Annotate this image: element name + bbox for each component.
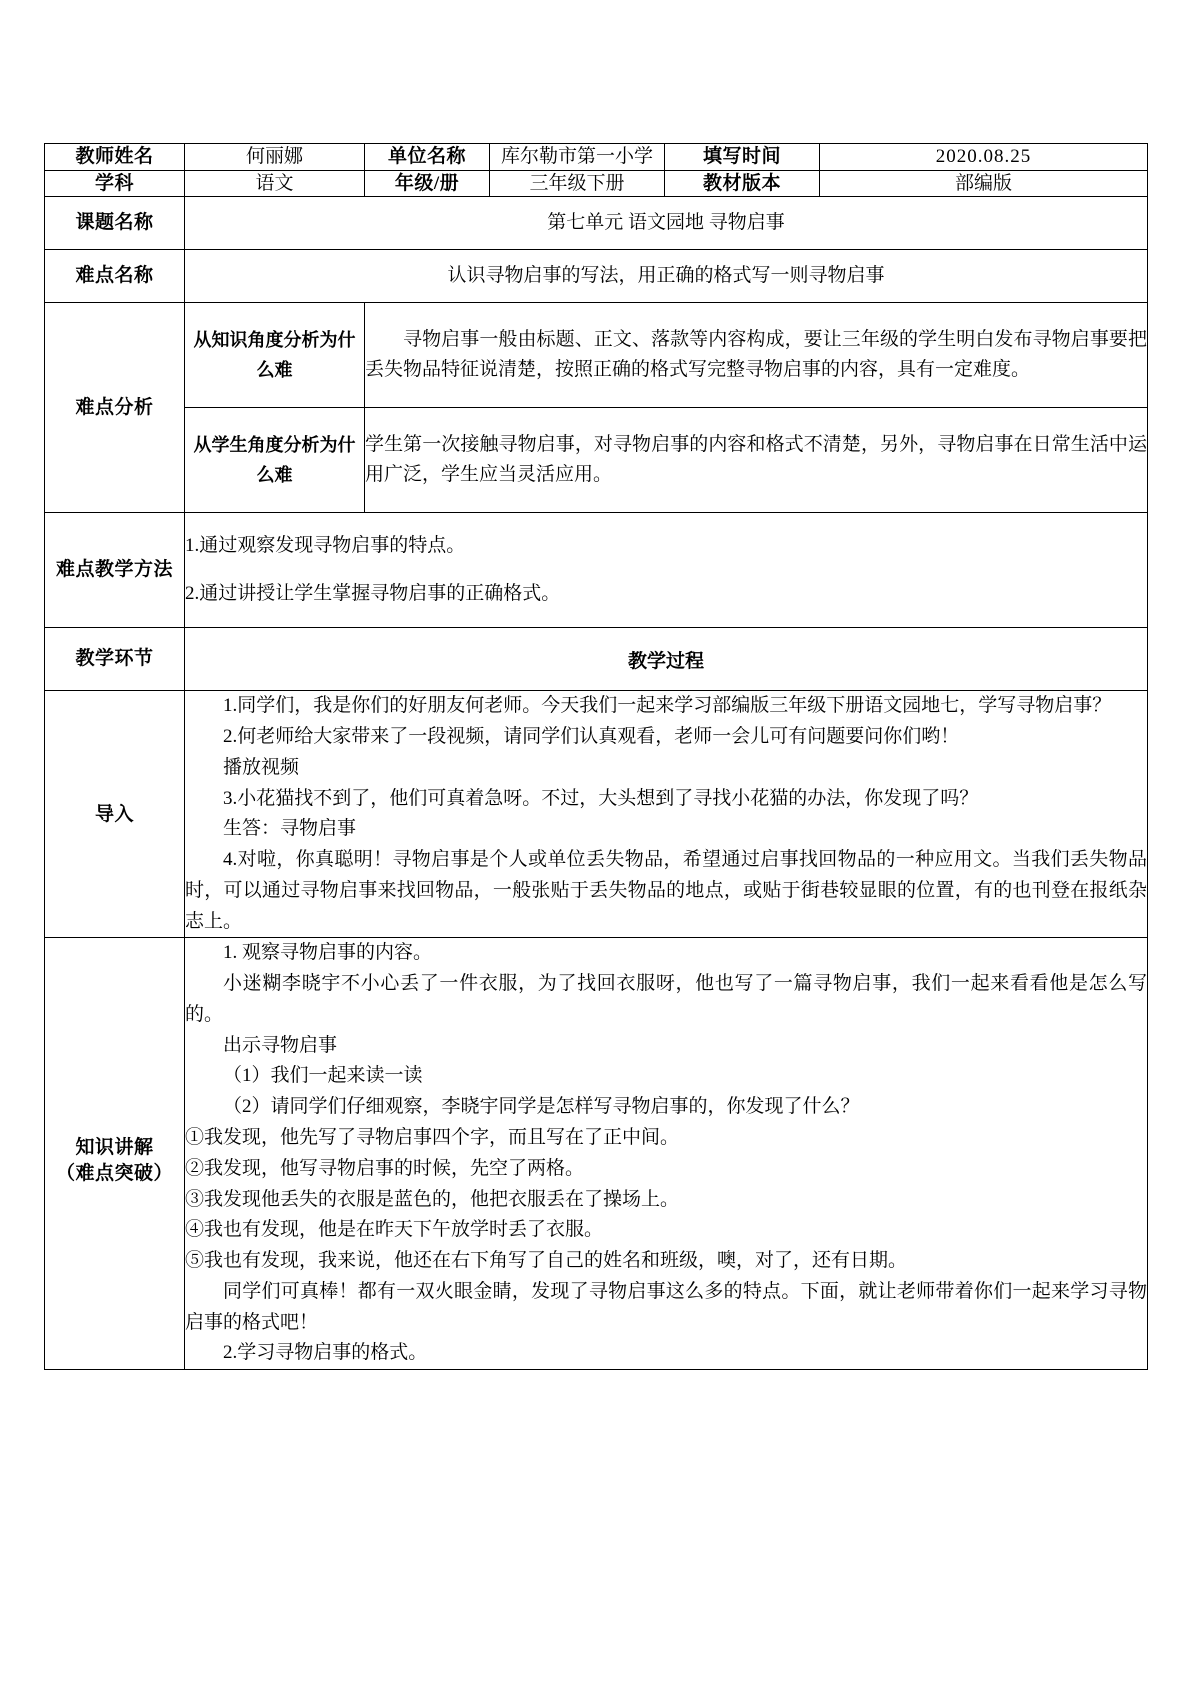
knowledge-paragraph-5: （2）请同学们仔细观察，李晓宇同学是怎样写寻物启事的，你发现了什么？ bbox=[223, 1096, 860, 1118]
intro-paragraph-2: 2.何老师给大家带来了一段视频，请同学们认真观看，老师一会儿可有问题要问你们哟！ bbox=[223, 726, 960, 748]
knowledge-paragraph: 寻物启事一般由标题、正文、落款等内容构成，要让三年级的学生明白发布寻物启事要把丢失物品特征说清楚，按照正确的格式写完整寻物启事的内容，具有一定难度。 bbox=[365, 328, 1147, 381]
value-teacher-name: 何丽娜 bbox=[185, 144, 365, 171]
table-row-difficulty-knowledge bbox=[45, 303, 1148, 408]
table-row-topic bbox=[45, 197, 1148, 250]
label-teaching-process: 教学过程 bbox=[185, 628, 1148, 691]
label-teaching-method: 难点教学方法 bbox=[45, 513, 185, 628]
value-unit-name: 库尔勒市第一小学 bbox=[490, 144, 665, 171]
label-difficulty-analysis: 难点分析 bbox=[45, 303, 185, 513]
label-unit-name: 单位名称 bbox=[365, 144, 490, 171]
label-textbook-edition: 教材版本 bbox=[665, 170, 820, 197]
text-teaching-method bbox=[185, 513, 1148, 628]
label-grade-volume: 年级/册 bbox=[365, 170, 490, 197]
text-student-angle bbox=[365, 408, 1148, 513]
value-subject: 语文 bbox=[185, 170, 365, 197]
knowledge-paragraph-1: 1. 观察寻物启事的内容。 bbox=[223, 942, 433, 964]
knowledge-paragraph-6: ①我发现，他先写了寻物启事四个字，而且写在了正中间。 bbox=[185, 1127, 680, 1148]
label-stage-knowledge bbox=[45, 938, 185, 1370]
value-topic: 第七单元 语文园地 寻物启事 bbox=[185, 197, 1148, 250]
knowledge-paragraph-12: 2.学习寻物启事的格式。 bbox=[223, 1342, 428, 1364]
value-grade-volume: 三年级下册 bbox=[490, 170, 665, 197]
table-row-teaching-method bbox=[45, 513, 1148, 628]
knowledge-paragraph-11: 同学们可真棒！都有一双火眼金睛，发现了寻物启事这么多的特点。下面，就让老师带着你们一起来学习寻物启事的格式吧！ bbox=[185, 1280, 1147, 1333]
value-fill-time: 2020.08.25 bbox=[820, 144, 1148, 171]
table-row-difficulty-student bbox=[45, 408, 1148, 513]
value-textbook-edition: 部编版 bbox=[820, 170, 1148, 197]
table-row-section-knowledge bbox=[45, 938, 1148, 1370]
knowledge-paragraph-8: ③我发现他丢失的衣服是蓝色的，他把衣服丢在了操场上。 bbox=[185, 1188, 680, 1210]
text-section-knowledge bbox=[185, 938, 1148, 1370]
knowledge-paragraph-2: 小迷糊李晓宇不小心丢了一件衣服，为了找回衣服呀，他也写了一篇寻物启事，我们一起来看看他是怎么写的。 bbox=[185, 973, 1147, 1025]
text-section-intro bbox=[185, 691, 1148, 938]
knowledge-paragraph-9: ④我也有发现，他是在昨天下午放学时丢了衣服。 bbox=[185, 1219, 604, 1241]
knowledge-paragraph-3: 出示寻物启事 bbox=[223, 1034, 338, 1056]
intro-paragraph-5: 生答：寻物启事 bbox=[223, 818, 357, 840]
table-row-teacher-info bbox=[45, 144, 1148, 171]
label-teaching-stage: 教学环节 bbox=[45, 628, 185, 691]
stage-knowledge-title: 知识讲解 bbox=[75, 1137, 154, 1159]
stage-intro-title: 导入 bbox=[94, 803, 134, 825]
table-row-section-intro bbox=[45, 691, 1148, 938]
label-fill-time: 填写时间 bbox=[665, 144, 820, 171]
label-teacher-name: 教师姓名 bbox=[45, 144, 185, 171]
label-topic: 课题名称 bbox=[45, 197, 185, 250]
knowledge-paragraph-4: （1）我们一起来读一读 bbox=[223, 1065, 423, 1087]
text-knowledge-angle bbox=[365, 303, 1148, 408]
label-knowledge-angle: 从知识角度分析为什么难 bbox=[185, 303, 365, 408]
label-subject: 学科 bbox=[45, 170, 185, 197]
label-student-angle: 从学生角度分析为什么难 bbox=[185, 408, 365, 513]
teaching-method-line-2: 2.通过讲授让学生掌握寻物启事的正确格式。 bbox=[185, 582, 561, 604]
table-row-difficulty-name bbox=[45, 250, 1148, 303]
student-paragraph: 学生第一次接触寻物启事，对寻物启事的内容和格式不清楚，另外，寻物启事在日常生活中运用广泛，学生应当灵活应用。 bbox=[365, 433, 1147, 486]
label-stage-intro bbox=[45, 691, 185, 938]
lesson-plan-table-main bbox=[44, 143, 1148, 1370]
table-row-subject-info bbox=[45, 170, 1148, 197]
value-difficulty-name: 认识寻物启事的写法，用正确的格式写一则寻物启事 bbox=[185, 250, 1148, 303]
intro-paragraph-3: 播放视频 bbox=[223, 756, 300, 778]
intro-paragraph-1: 1.同学们，我是你们的好朋友何老师。今天我们一起来学习部编版三年级下册语文园地七，学写寻物启事？ bbox=[223, 695, 1112, 717]
stage-knowledge-subtitle: （难点突破） bbox=[55, 1162, 173, 1184]
intro-paragraph-6: 4.对啦，你真聪明！寻物启事是个人或单位丢失物品，希望通过启事找回物品的一种应用文。当我们丢失物品时，可以通过寻物启事来找回物品，一般张贴于丢失物品的地点，或贴于街巷较显眼的位置，有的也刊登在报纸杂志上。 bbox=[185, 849, 1147, 932]
label-difficulty-name: 难点名称 bbox=[45, 250, 185, 303]
teaching-method-line-1: 1.通过观察发现寻物启事的特点。 bbox=[185, 535, 466, 557]
knowledge-paragraph-10: ⑤我也有发现，我来说，他还在右下角写了自己的姓名和班级，噢，对了，还有日期。 bbox=[185, 1250, 908, 1272]
intro-paragraph-4: 3.小花猫找不到了，他们可真着急呀。不过，大头想到了寻找小花猫的办法，你发现了吗？ bbox=[223, 787, 979, 809]
table-row-process-header bbox=[45, 628, 1148, 691]
knowledge-paragraph-7: ②我发现，他写寻物启事的时候，先空了两格。 bbox=[185, 1157, 585, 1179]
